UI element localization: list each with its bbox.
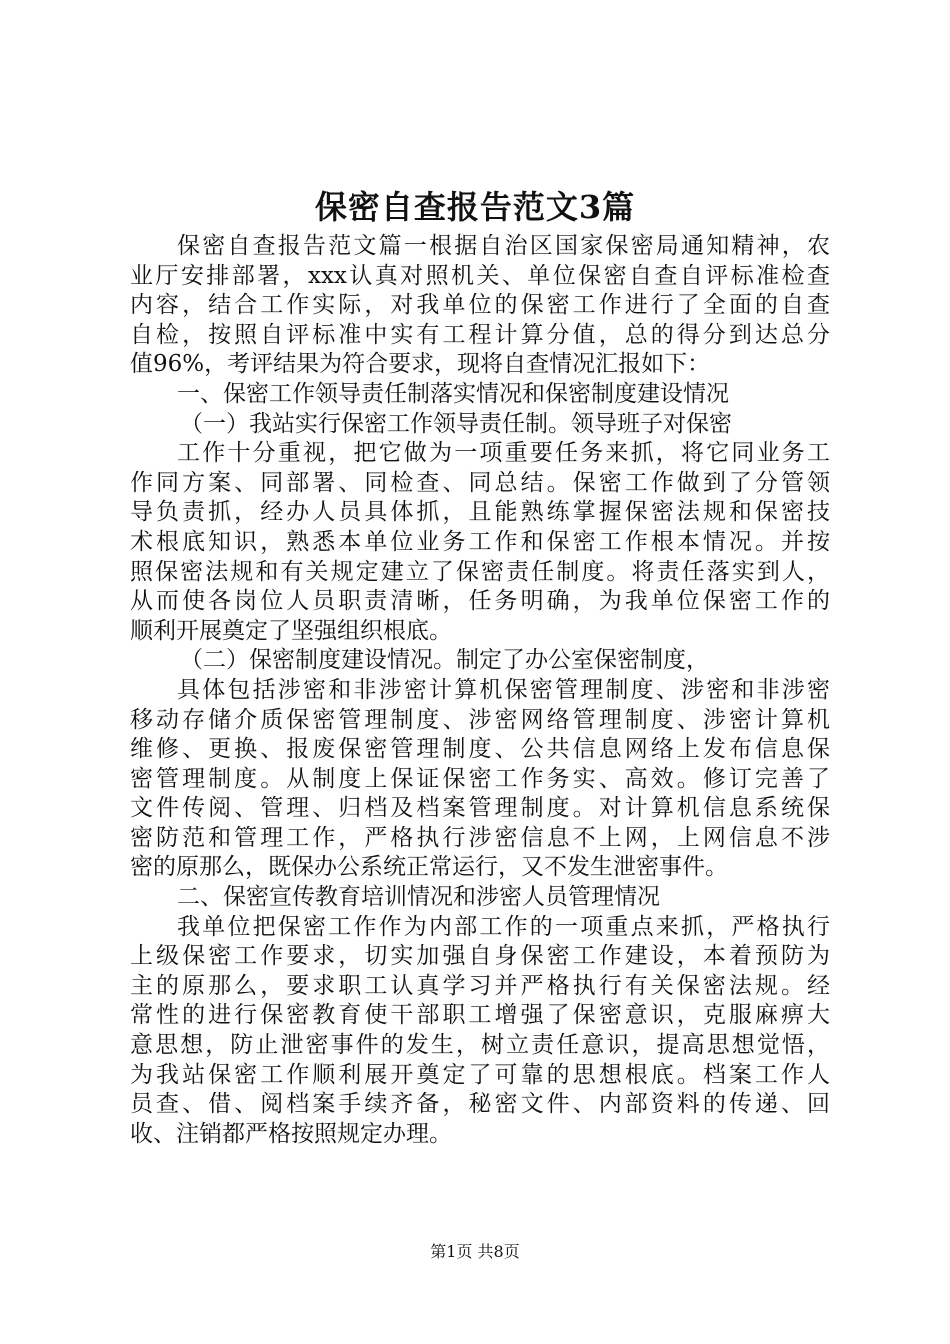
text-line: 具体包括涉密和非涉密计算机保密管理制度、涉密和非涉密 (177, 676, 830, 703)
text-line: 自检，按照自评标准中实有工程计算分值，总的得分到达总分 (130, 321, 830, 348)
text-line: 主的原那么，要求职工认真学习并严格执行有关保密法规。经 (130, 972, 830, 999)
text-line: 维修、更换、报废保密管理制度、公共信息网络上发布信息保 (130, 736, 830, 763)
text-line: 业厅安排部署，xxx认真对照机关、单位保密自查自评标准检查 (130, 262, 830, 289)
text-line: 密的原那么，既保办公系统正常运行，又不发生泄密事件。 (130, 854, 728, 881)
text-line: 意思想，防止泄密事件的发生，树立责任意识，提高思想觉悟， (130, 1032, 830, 1059)
text-line: 从而使各岗位人员职责清晰，任务明确，为我单位保密工作的 (130, 588, 830, 615)
section-heading: 一、保密工作领导责任制落实情况和保密制度建设情况 (177, 380, 729, 407)
text-line: 导负责抓，经办人员具体抓，且能熟练掌握保密法规和保密技 (130, 499, 830, 526)
text-line: 收、注销都严格按照规定办理。 (130, 1120, 452, 1147)
text-line: 密管理制度。从制度上保证保密工作务实、高效。修订完善了 (130, 765, 830, 792)
text-line: 常性的进行保密教育使干部职工增强了保密意识，克服麻痹大 (130, 1002, 830, 1029)
document-title: 保密自查报告范文3篇 (314, 188, 636, 226)
text-line: 上级保密工作要求，切实加强自身保密工作建设，本着预防为 (130, 943, 830, 970)
page-number-footer: 第1页 共8页 (430, 1242, 520, 1261)
text-line: 密防范和管理工作，严格执行涉密信息不上网，上网信息不涉 (130, 824, 830, 851)
text-line: 顺利开展奠定了坚强组织根底。 (130, 617, 452, 644)
text-line: 作同方案、同部署、同检查、同总结。保密工作做到了分管领 (130, 469, 830, 496)
text-line: 为我站保密工作顺利展开奠定了可靠的思想根底。档案工作人 (130, 1061, 830, 1088)
text-line: 值96%，考评结果为符合要求，现将自查情况汇报如下： (130, 351, 711, 378)
subsection-heading: （一）我站实行保密工作领导责任制。领导班子对保密 (180, 410, 732, 437)
text-line: 我单位把保密工作作为内部工作的一项重点来抓，严格执行 (177, 913, 830, 940)
text-line: 文件传阅、管理、归档及档案管理制度。对计算机信息系统保 (130, 795, 830, 822)
text-line: 照保密法规和有关规定建立了保密责任制度。将责任落实到人， (130, 558, 830, 585)
text-line: 移动存储介质保密管理制度、涉密网络管理制度、涉密计算机 (130, 706, 830, 733)
text-line: 保密自查报告范文篇一根据自治区国家保密局通知精神，农 (177, 233, 830, 259)
section-heading: 二、保密宣传教育培训情况和涉密人员管理情况 (177, 884, 660, 911)
text-line: 工作十分重视，把它做为一项重要任务来抓，将它同业务工 (177, 440, 830, 467)
document-body (130, 232, 830, 1149)
text-line: 术根底知识，熟悉本单位业务工作和保密工作根本情况。并按 (130, 528, 830, 555)
text-line: 员查、借、阅档案手续齐备，秘密文件、内部资料的传递、回 (130, 1091, 830, 1118)
subsection-heading: （二）保密制度建设情况。制定了办公室保密制度， (180, 647, 709, 674)
text-line: 内容，结合工作实际，对我单位的保密工作进行了全面的自查 (130, 292, 830, 319)
